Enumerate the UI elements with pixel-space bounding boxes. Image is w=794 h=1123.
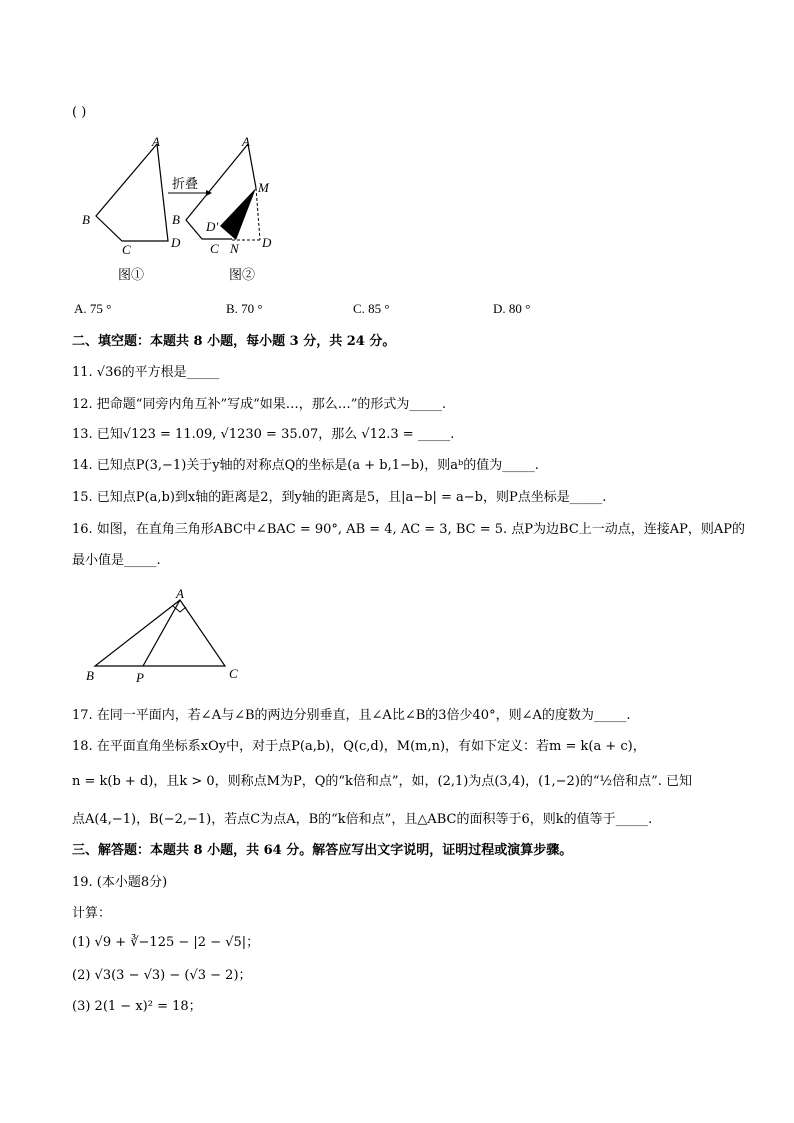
question-19-title: 19. (本小题8分) (72, 875, 168, 890)
fig2-label-a: A (242, 134, 250, 149)
question-15: 15. 已知点P(a,b)到x轴的距离是2，到y轴的距离是5，且|a−b| = a−b，则P点坐标是_____. (72, 490, 607, 505)
fig2-label-c: C (210, 241, 219, 256)
question-14: 14. 已知点P(3,−1)关于y轴的对称点Q的坐标是(a + b,1−b)，则aᵇ的值为_____. (72, 458, 539, 473)
fig2-md-dashed (256, 188, 260, 240)
fig2-label-dprime: D' (206, 219, 219, 234)
fig2-label-n: N (230, 241, 239, 256)
question-19-part2: (2) √3(3 − √3) − (√3 − 2)； (72, 968, 252, 983)
answer-paren: ( ) (72, 105, 87, 120)
tri-label-b: B (86, 668, 94, 683)
fig2-caption: 图② (229, 267, 256, 282)
option-a: A. 75 ° (74, 301, 112, 316)
option-c: C. 85 ° (353, 301, 390, 316)
fig2-folded-triangle (220, 188, 256, 240)
tri-label-a: A (176, 586, 184, 601)
question-12: 12. 把命题“同旁内角互补”写成“如果…，那么…”的形式为_____. (72, 397, 447, 412)
fig1-label-c: C (122, 242, 131, 257)
tri-label-p: P (136, 670, 144, 685)
question-18-line1: 18. 在平面直角坐标系xOy中，对于点P(a,b)，Q(c,d)，M(m,n)，有如下定义：若m = k(a + c)， (72, 739, 646, 754)
triangle-abc (95, 600, 225, 666)
question-16-line1: 16. 如图，在直角三角形ABC中∠BAC = 90°, AB = 4, AC = 3, BC = 5. 点P为边BC上一动点，连接AP，则AP的 (72, 522, 746, 537)
question-19-intro: 计算： (72, 906, 112, 921)
question-19-part1: (1) √9 + ∛−125 − |2 − √5|； (72, 935, 260, 950)
question-11: 11. √36的平方根是_____ (72, 365, 220, 380)
fig1-label-b: B (82, 212, 90, 227)
section-3-heading: 三、解答题：本题共 8 小题，共 64 分。解答应写出文字说明，证明过程或演算步骤。 (72, 843, 573, 858)
fig1-caption: 图① (118, 267, 145, 282)
folding-figure (72, 128, 312, 288)
fold-label: 折叠 (172, 176, 199, 191)
option-d: D. 80 ° (493, 301, 531, 316)
question-18-line2: n = k(b + d)，且k > 0，则称点M为P，Q的“k倍和点”，如，(2,1)为点(3,4)，(1,−2)的“½倍和点”. 已知 (72, 774, 693, 789)
fig1-quadrilateral (96, 144, 168, 241)
fig1-label-d: D (171, 235, 181, 250)
option-b: B. 70 ° (226, 301, 263, 316)
question-13: 13. 已知√123 = 11.09, √1230 = 35.07，那么 √12.3 = _____. (72, 427, 455, 442)
question-19-part3: (3) 2(1 − x)² = 18； (72, 999, 202, 1014)
question-16-line2: 最小值是_____. (72, 553, 161, 568)
triangle-figure (80, 586, 250, 686)
question-17: 17. 在同一平面内，若∠A与∠B的两边分别垂直，且∠A比∠B的3倍少40°，则∠A的度数为_____. (72, 708, 631, 723)
tri-label-c: C (229, 666, 238, 681)
fig2-label-m: M (258, 180, 269, 195)
question-18-line3: 点A(4,−1)，B(−2,−1)，若点C为点A，B的“k倍和点”，且△ABC的面积等于6，则k的值等于_____. (72, 812, 653, 827)
fig1-label-a: A (152, 134, 160, 149)
section-2-heading: 二、填空题：本题共 8 小题，每小题 3 分，共 24 分。 (72, 334, 396, 349)
segment-ap (143, 600, 180, 666)
fig2-am-edge (248, 144, 256, 188)
fig2-label-b: B (172, 212, 180, 227)
fig2-label-d: D (262, 235, 272, 250)
